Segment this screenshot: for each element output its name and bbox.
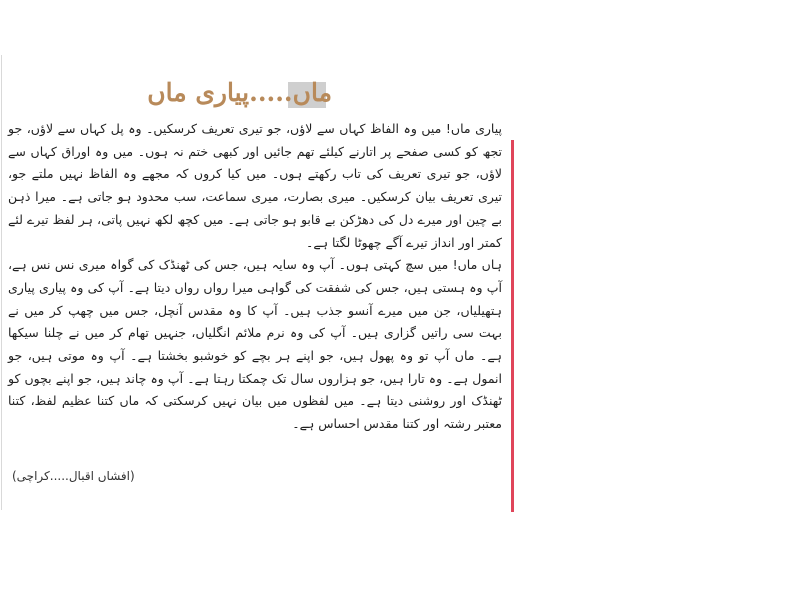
paragraph-2: ہاں ماں! میں سچ کہتی ہوں۔ آپ وہ سایہ ہیں، جس کی ٹھنڈک کی گواہ میری نس نس ہے، آپ وہ ہستی ہیں، جس کی شفقت کی گواہی میرا رواں رواں دیتا ہے۔ آپ کی وہ پیاری پیاری ہتھیلیاں، جن میں میرے آنسو جذب ہیں۔ آپ کا وہ مقدس آنچل، جس میں چھپ کر میں نے بہت سی راتیں گزاری ہیں۔ آپ کی وہ نرم ملائم انگلیاں، جنہیں تھام کر میں نے چلنا سیکھا ہے۔ ماں آپ تو وہ پھول ہیں، جو اپنے ہر بچے کو خوشبو بخشتا ہے۔ آپ وہ موتی ہیں، جو انمول ہے۔ وہ تارا ہیں، جو ہزاروں سال تک چمکتا رہتا ہے۔ آپ وہ چاند ہیں، جو اپنے بچوں کو ٹھنڈک اور روشنی دیتا ہے۔ میں لفظوں میں بیان نہیں کرسکتی کہ ماں کتنا عظیم لفظ، کتنا معتبر رشتہ اور کتنا مقدس احساس ہے۔ [8, 257, 502, 432]
paragraph-1: پیاری ماں! میں وہ الفاظ کہاں سے لاؤں، جو تیری تعریف کرسکیں۔ وہ پل کہاں سے لاؤں، جو تجھ کو کسی صفحے پر اتارنے کیلئے تھم جائیں اور کبھی ختم نہ ہوں۔ میں وہ اوراق کہاں سے لاؤں، جو تیری تعریف کی تاب رکھتے ہوں۔ میں کیا کروں کہ مجھے وہ الفاظ نہیں ملتے جو، تیری تعریف بیان کرسکیں۔ میری بصارت، میری سماعت، سب محدود ہو جاتی ہے۔ میرا ذہن بے چین اور میرے دل کی دھڑکن بے قابو ہو جاتی ہے۔ میں کچھ لکھ نہیں پاتی، ہر لفظ تیرے لئے کمتر اور انداز تیرے آگے چھوٹا لگتا ہے۔ [8, 121, 502, 250]
author-byline: (افشاں اقبال.....کراچی) [12, 469, 135, 483]
title-block [147, 76, 340, 110]
red-column-rule [511, 140, 514, 512]
article-title: ماں.....پیاری ماں [147, 78, 332, 107]
left-margin-line [1, 55, 2, 510]
article-body [8, 118, 502, 436]
